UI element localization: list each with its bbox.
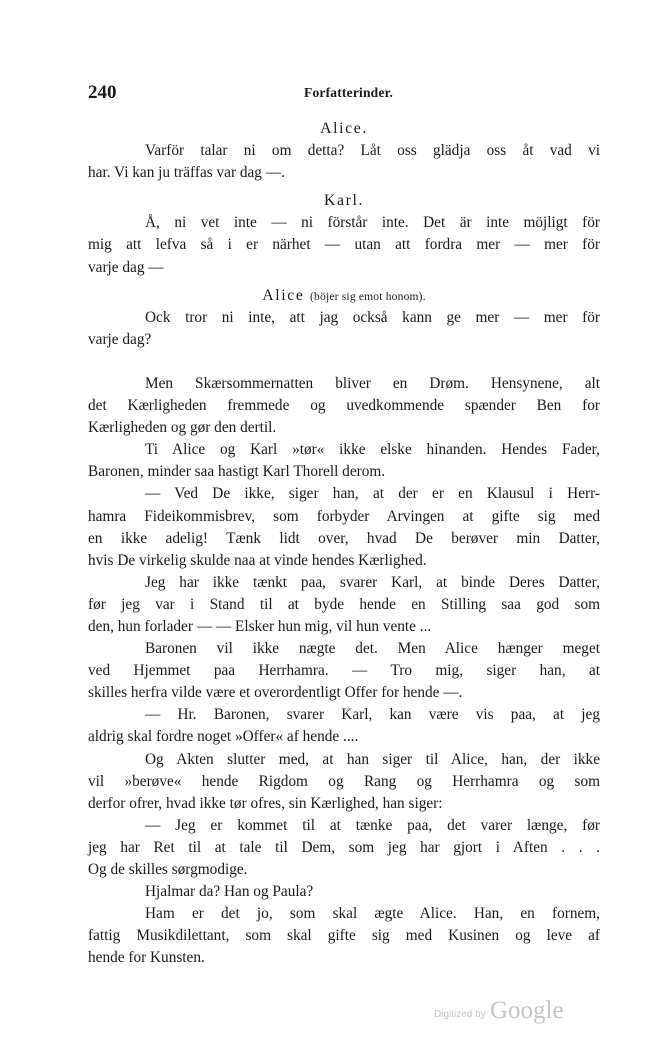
digitized-watermark (434, 998, 574, 1030)
text-line: Men Skærsommernatten bliver en Drøm. Hensynene, alt (145, 374, 600, 392)
text-line: Kærligheden og gør den dertil. (88, 419, 277, 437)
text-line: hende for Kunsten. (88, 949, 205, 967)
text-line: Og Akten slutter med, at han siger til Alice, han, der ikke (145, 750, 600, 768)
text-line: Og de skilles sørgmodige. (88, 861, 248, 878)
google-logo: Google (490, 997, 564, 1024)
text-line: — Jeg er kommet til at tænke paa, det varer længe, før (145, 816, 600, 834)
text-line: derfor ofrer, hvad ikke tør ofres, sin Kærlighed, han siger: (88, 794, 443, 812)
text-line: Ock tror ni inte, att jag också kann ge mer — mer för (145, 308, 600, 326)
text-line: det Kærligheden fremmede og uvedkommende spænder Ben for (88, 397, 600, 415)
digitized-by-label: Digitized by (434, 1009, 486, 1020)
running-title: Forfatterinder. (304, 85, 394, 100)
stage-direction: (böjer sig emot honom). (310, 290, 426, 303)
text-line: har. Vi kan ju träffas var dag —. (88, 164, 285, 182)
text-line: Å, ni vet inte — ni förstår inte. Det är inte möjligt för (145, 214, 600, 232)
text-line: Baronen vil ikke nægte det. Men Alice hænger meget (145, 640, 600, 658)
text-line: — Ved De ikke, siger han, at der er en Klausul i Herr- (145, 485, 600, 503)
page-header (88, 82, 600, 106)
text-line: den, hun forlader — — Elsker hun mig, vil hun vente ... (88, 617, 432, 635)
text-line: — Hr. Baronen, svarer Karl, kan være vis paa, at jeg (145, 706, 600, 724)
text-line: fattig Musikdilettant, som skal gifte sig med Kusinen og leve af (88, 927, 600, 945)
speaker-heading (88, 285, 600, 307)
text-line: Ham er det jo, som skal ægte Alice. Han, en fornem, (145, 905, 600, 923)
speaker-name: Alice (262, 286, 305, 304)
text-line: Hjalmar da? Han og Paula? (145, 883, 314, 901)
text-line: varje dag — (88, 258, 164, 276)
text-line: Baronen, minder saa hastigt Karl Thorell derom. (88, 463, 386, 481)
text-block (88, 118, 600, 969)
text-line: Varför talar ni om detta? Låt oss glädja oss åt vad vi (145, 142, 600, 160)
page-number: 240 (88, 82, 117, 103)
text-line: jeg har Ret til at tale til Dem, som jeg har gjort i Aften . . . (88, 838, 600, 856)
text-line: Jeg har ikke tænkt paa, svarer Karl, at binde Deres Datter, (145, 573, 600, 591)
text-line: skilles herfra vilde være et overordentligt Offer for hende —. (88, 684, 463, 702)
paragraph-gap (88, 351, 600, 373)
speaker-name: Karl. (323, 192, 365, 210)
text-line: hamra Fideikommisbrev, som forbyder Arvingen at gifte sig med (88, 507, 600, 525)
speaker-heading (88, 190, 600, 212)
speaker-name: Alice. (320, 120, 368, 137)
text-line: Ti Alice og Karl »tør« ikke elske hinanden. Hendes Fader, (145, 441, 600, 459)
text-line: aldrig skal fordre noget »Offer« af hende .... (88, 728, 359, 746)
text-line: mig att lefva så i er närhet — utan att fordra mer — mer för (88, 236, 600, 254)
text-line: en ikke adelig! Tænk lidt over, hvad De berøver min Datter, (88, 529, 600, 547)
text-line: vil »berøve« hende Rigdom og Rang og Herrhamra og som (88, 772, 600, 790)
speaker-heading (88, 118, 600, 140)
text-line: ved Hjemmet paa Herrhamra. — Tro mig, siger han, at (88, 662, 600, 680)
text-line: hvis De virkelig skulde naa at vinde hendes Kærlighed. (88, 551, 427, 569)
text-line: varje dag? (88, 330, 152, 348)
text-line: før jeg var i Stand til at byde hende en Stilling saa god som (88, 595, 600, 613)
